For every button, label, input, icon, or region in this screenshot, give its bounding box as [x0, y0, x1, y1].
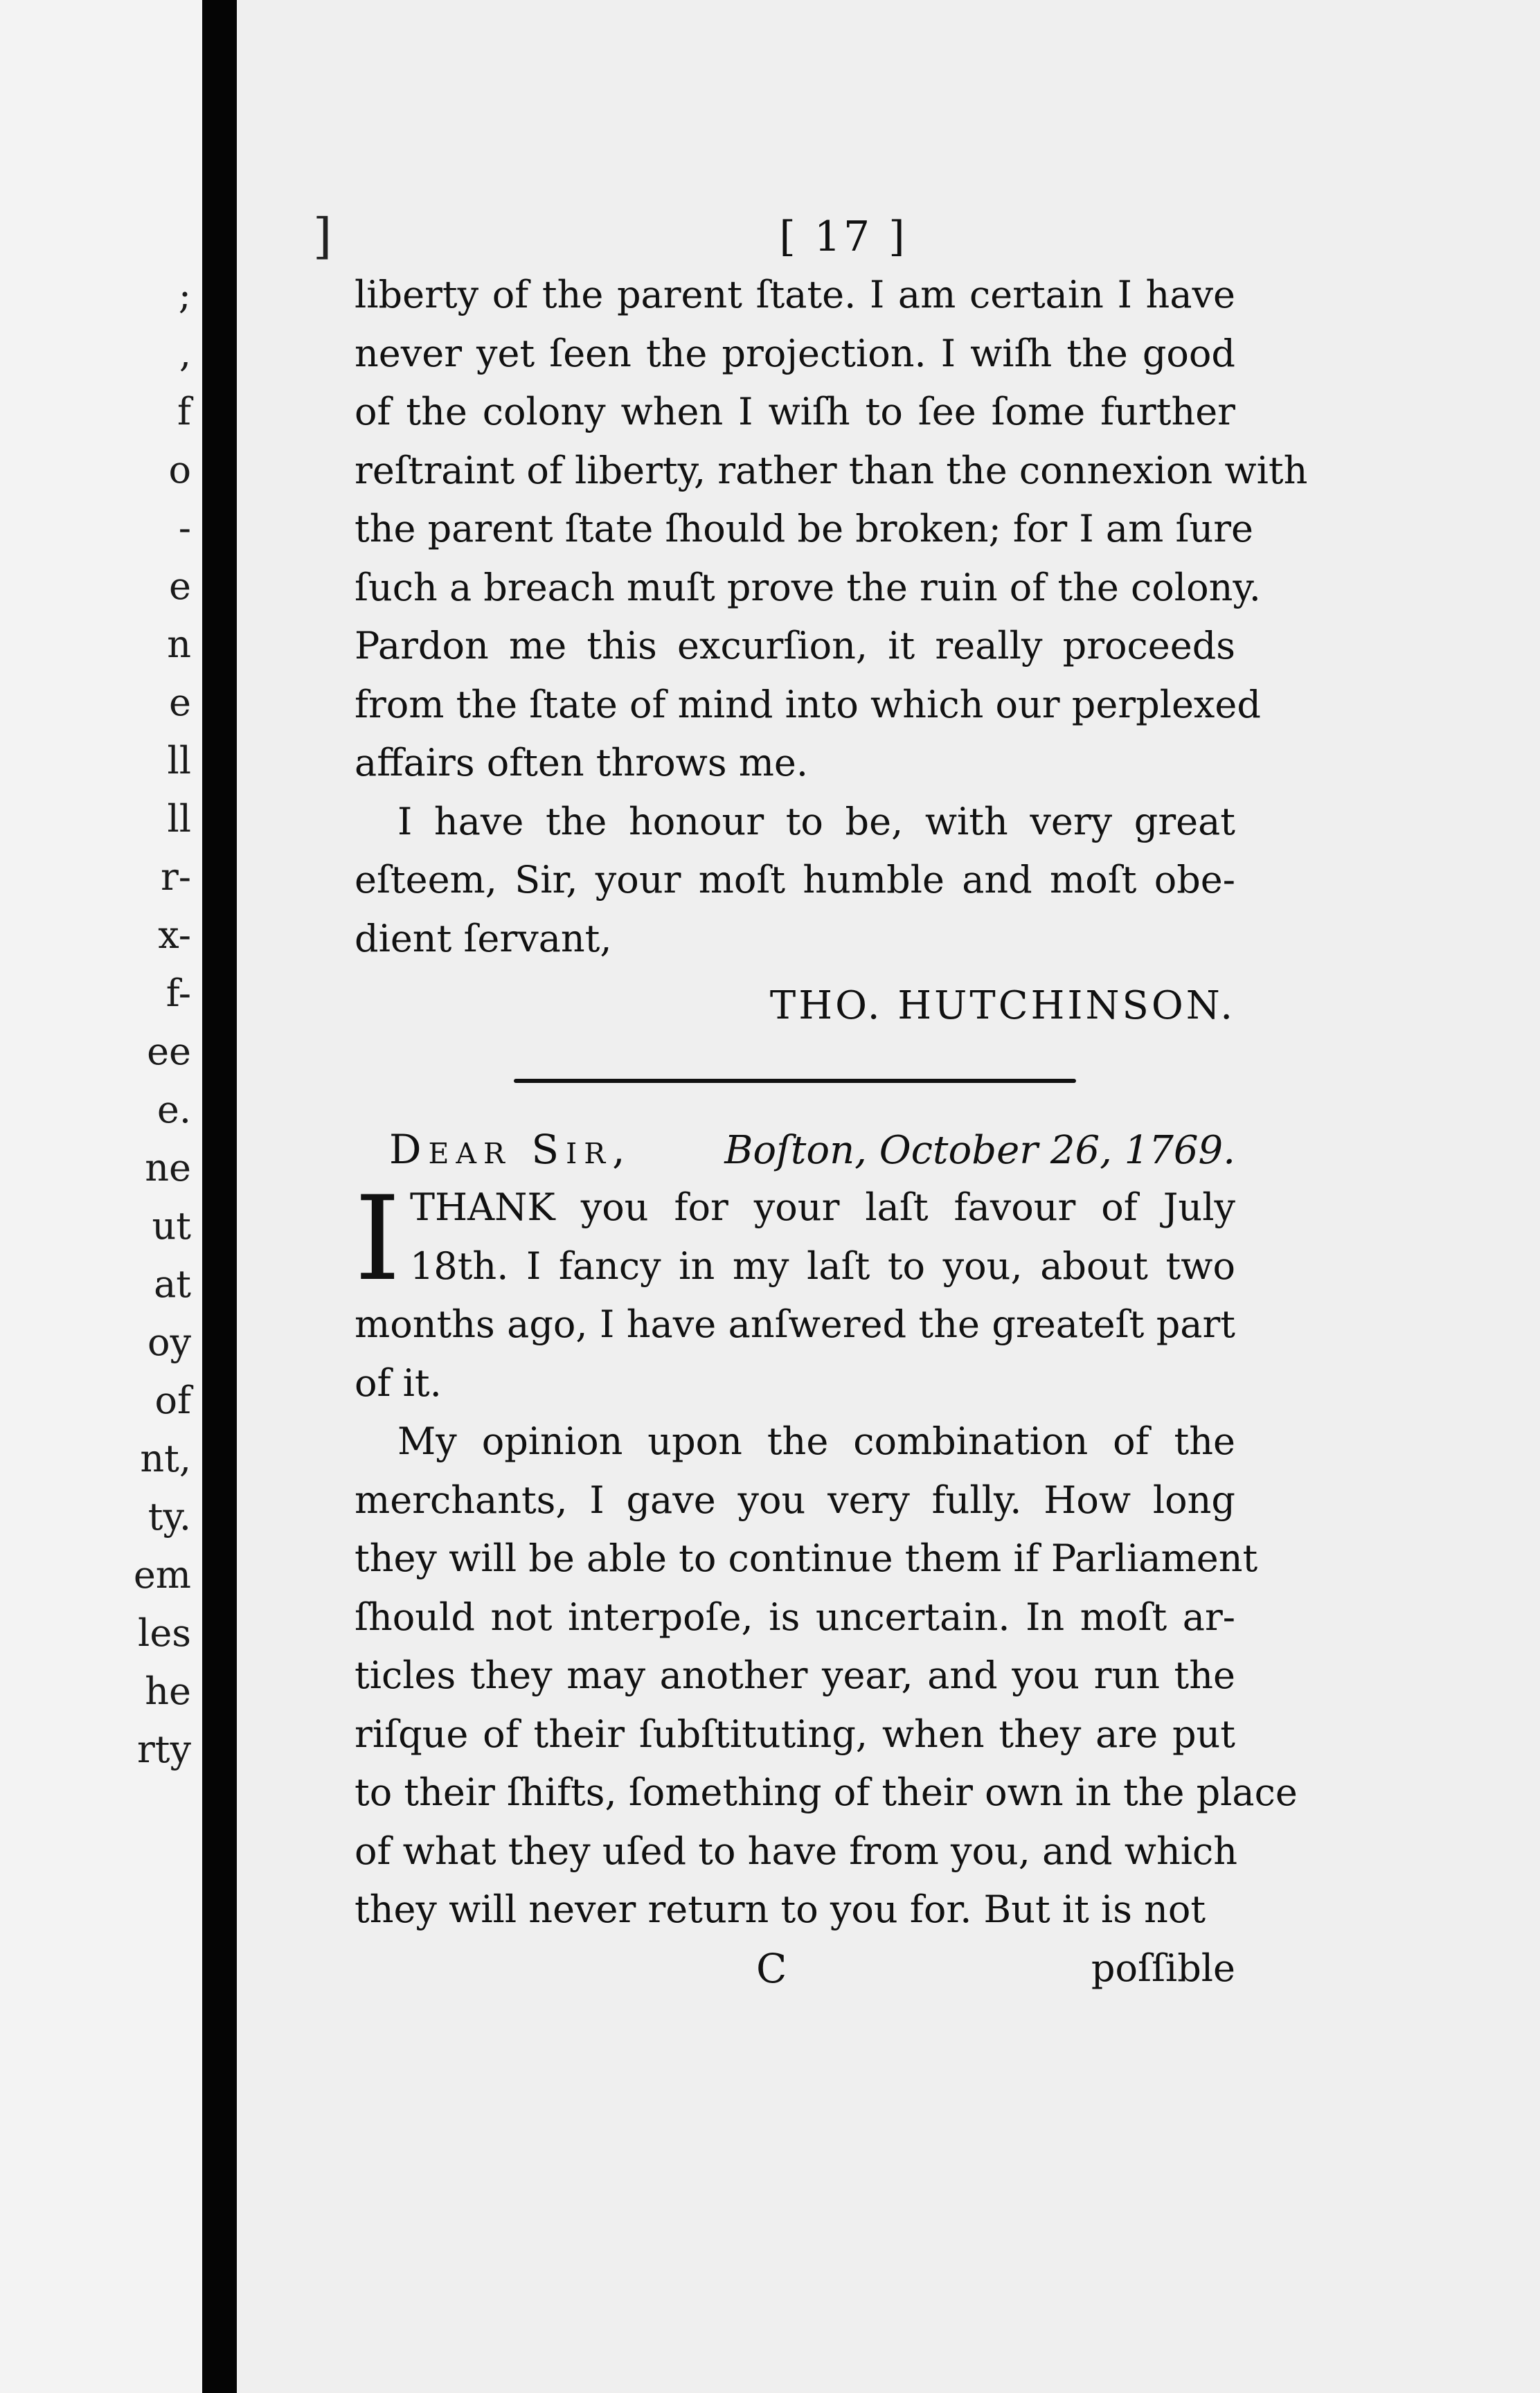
left-page-fragment: e	[169, 564, 191, 608]
paragraph-closing-previous-letter	[355, 266, 1308, 793]
margin-bracket-mark: ]	[313, 208, 332, 265]
catchword: poſſible	[1091, 1946, 1235, 1990]
book-gutter	[202, 0, 237, 2393]
text-line: affairs often throws me.	[355, 741, 809, 785]
text-line: merchants, I gave you very fully. How long	[355, 1478, 1235, 1522]
text-line: from the ſtate of mind into which our perplexed	[355, 682, 1261, 726]
left-page-fragment: of	[154, 1379, 191, 1422]
left-page-fragment: e	[169, 681, 191, 724]
left-page-fragment: n	[167, 622, 191, 666]
text-line: THANK you for your laſt favour of July	[410, 1185, 1235, 1229]
left-page-fragment: ut	[152, 1204, 191, 1248]
page-footer	[355, 1939, 1235, 1998]
left-page	[0, 0, 202, 2393]
left-page-fragment: ee	[147, 1030, 191, 1073]
dateline: Boſton, October 26, 1769.	[724, 1128, 1235, 1173]
left-page-fragment: ne	[145, 1146, 191, 1190]
text-line: of it.	[355, 1361, 442, 1405]
left-page-fragment: e.	[156, 1088, 191, 1131]
text-line: the parent ſtate ſhould be broken; for I am ſure	[355, 507, 1254, 550]
text-line: ſuch a breach muſt prove the ruin of the colony.	[355, 565, 1261, 609]
text-line: eſteem, Sir, your moſt humble and moſt obe-	[355, 858, 1235, 902]
text-line: to their ſhifts, ſomething of their own in the place	[355, 1771, 1298, 1814]
text-block	[355, 208, 1308, 1998]
text-line: reſtraint of liberty, rather than the connexion with	[355, 448, 1308, 492]
left-page-fragment: ;	[178, 274, 191, 317]
text-line: dient ſervant,	[355, 916, 612, 960]
text-line: they will never return to you for. But it is not	[355, 1888, 1206, 1931]
left-page-fragment: f	[177, 390, 191, 433]
left-page-fragment: ll	[167, 739, 191, 782]
left-page-fragment: ll	[167, 797, 191, 841]
left-page-fragment: rty	[136, 1728, 191, 1771]
paragraph-valediction	[355, 793, 1235, 969]
text-line: months ago, I have anſwered the greateſt part	[355, 1302, 1235, 1346]
letter-heading	[355, 1120, 1235, 1178]
left-page-fragment: f-	[165, 971, 191, 1015]
left-page-fragment: x-	[158, 913, 191, 957]
left-page-fragment: -	[178, 506, 191, 550]
paragraph-merchants	[355, 1413, 1298, 1939]
text-line: riſque of their ſubſtituting, when they are put	[355, 1712, 1235, 1756]
text-line: My opinion upon the combination of the	[397, 1419, 1235, 1463]
text-line: 18th. I fancy in my laſt to you, about two	[410, 1244, 1235, 1288]
section-divider	[355, 1044, 1235, 1120]
divider-rule	[514, 1079, 1076, 1083]
text-line: of what they uſed to have from you, and which	[355, 1829, 1238, 1873]
text-line: Pardon me this excurſion, it really proceeds	[355, 624, 1235, 667]
signature-mark: C	[756, 1944, 787, 1992]
left-page-fragment: les	[138, 1611, 191, 1655]
paragraph-opening	[355, 1171, 1235, 1413]
salutation: Dear Sir,	[389, 1126, 632, 1173]
left-page-fragment: ,	[179, 332, 191, 375]
text-line: they will be able to continue them if Parliament	[355, 1536, 1258, 1580]
left-page-fragment: oy	[147, 1320, 191, 1364]
right-page	[237, 0, 1540, 2393]
left-page-fragment: he	[145, 1669, 191, 1713]
left-page-fragment: at	[154, 1262, 191, 1306]
left-page-fragment: ty.	[147, 1495, 191, 1539]
text-line: never yet ſeen the projection. I wiſh the good	[355, 331, 1235, 375]
text-line: ticles they may another year, and you run the	[355, 1653, 1235, 1697]
page-number: [ 17 ]	[779, 213, 908, 261]
left-page-fragment: nt,	[140, 1437, 191, 1480]
left-page-fragment: r-	[160, 855, 191, 899]
text-line: I have the honour to be, with very great	[397, 799, 1235, 843]
left-page-fragment: em	[133, 1553, 191, 1597]
text-line: liberty of the parent ſtate. I am certain I have	[355, 273, 1235, 316]
text-line: of the colony when I wiſh to ſee ſome further	[355, 390, 1235, 433]
signature: THO. HUTCHINSON.	[769, 983, 1235, 1028]
drop-cap: I	[355, 1171, 401, 1307]
left-page-fragment: o	[168, 448, 191, 492]
text-line: ſhould not interpoſe, is uncertain. In moſt ar-	[355, 1595, 1235, 1639]
